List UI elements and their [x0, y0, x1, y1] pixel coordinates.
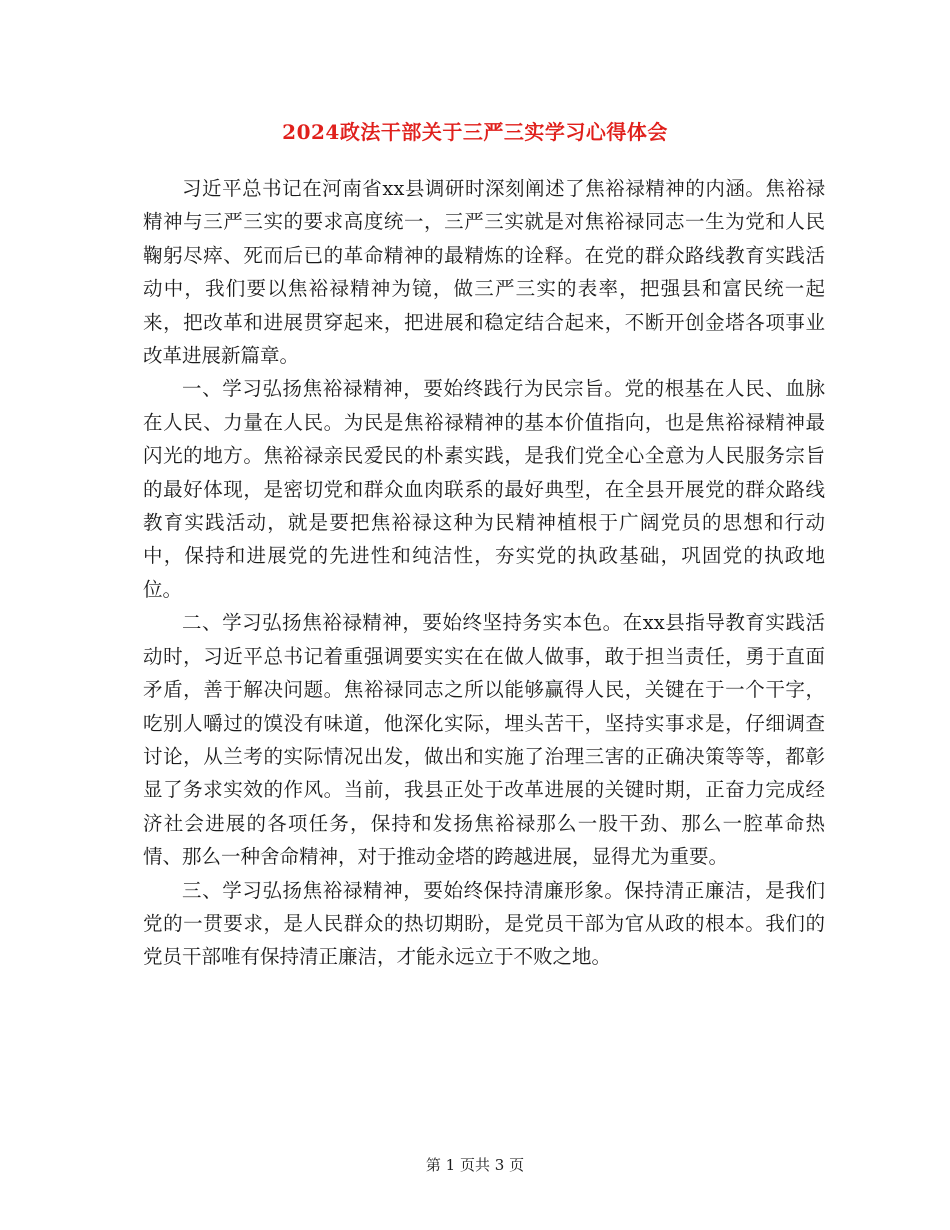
page-footer: 第 1 页共 3 页	[425, 1156, 525, 1174]
paragraph-section-2: 二、学习弘扬焦裕禄精神，要始终坚持务实本色。在xx县指导教育实践活动时，习近平总书记着重强调要实实在在做人做事，敢于担当责任，勇于直面矛盾，善于解决问题。焦裕禄同志之所以能够赢得人民，关键在于一个干字，吃别人嚼过的馍没有味道，他深化实际，埋头苦干，坚持实事求是，仔细调查讨论，从兰考的实际情况出发，做出和实施了治理三害的正确决策等等，都彰显了务求实效的作风。当前，我县正处于改革进展的关键时期，正奋力完成经济社会进展的各项任务，保持和发扬焦裕禄那么一股干劲、那么一腔革命热情、那么一种舍命精神，对于推动金塔的跨越进展，显得尤为重要。	[143, 611, 825, 869]
document-body	[143, 172, 825, 974]
paragraph-section-3: 三、学习弘扬焦裕禄精神，要始终保持清廉形象。保持清正廉洁，是我们党的一贯要求，是人民群众的热切期盼，是党员干部为官从政的根本。我们的党员干部唯有保持清正廉洁，才能永远立于不败之地。	[143, 878, 825, 969]
paragraph-section-1: 一、学习弘扬焦裕禄精神，要始终践行为民宗旨。党的根基在人民、血脉在人民、力量在人民。为民是焦裕禄精神的基本价值指向，也是焦裕禄精神最闪光的地方。焦裕禄亲民爱民的朴素实践，是我们党全心全意为人民服务宗旨的最好体现，是密切党和群众血肉联系的最好典型，在全县开展党的群众路线教育实践活动，就是要把焦裕禄这种为民精神植根于广阔党员的思想和行动中，保持和进展党的先进性和纯洁性，夯实党的执政基础，巩固党的执政地位。	[143, 377, 825, 601]
document-title: 2024政法干部关于三严三实学习心得体会	[282, 120, 668, 144]
paragraph-intro: 习近平总书记在河南省xx县调研时深刻阐述了焦裕禄精神的内涵。焦裕禄精神与三严三实的要求高度统一，三严三实就是对焦裕禄同志一生为党和人民鞠躬尽瘁、死而后已的革命精神的最精炼的诠释。在党的群众路线教育实践活动中，我们要以焦裕禄精神为镜，做三严三实的表率，把强县和富民统一起来，把改革和进展贯穿起来，把进展和稳定结合起来，不断开创金塔各项事业改革进展新篇章。	[143, 177, 825, 368]
